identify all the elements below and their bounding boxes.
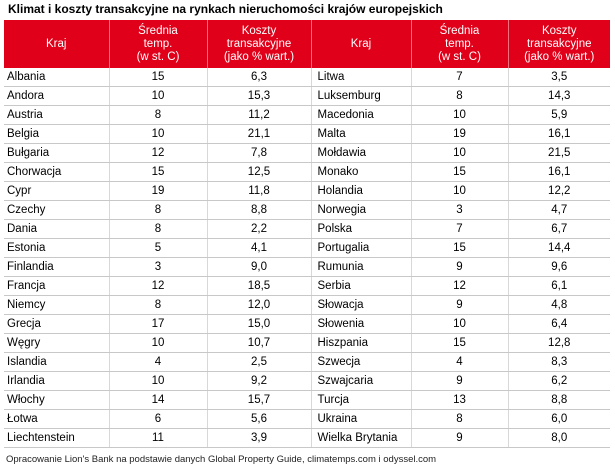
cell-country: Belgia [4,125,109,144]
cell-country: Szwajcaria [311,372,411,391]
cell-country: Turcja [311,391,411,410]
cell-country: Luksemburg [311,87,411,106]
cell-cost: 4,8 [508,296,610,315]
table-row [4,258,610,277]
cell-temperature: 10 [109,87,207,106]
cell-temperature: 10 [411,315,508,334]
cell-cost: 5,6 [207,410,311,429]
table-row [4,429,610,448]
table-body [4,68,610,448]
cell-country: Estonia [4,239,109,258]
table-row [4,277,610,296]
table-row [4,201,610,220]
cell-temperature: 12 [411,277,508,296]
cell-cost: 2,5 [207,353,311,372]
cell-country: Słowenia [311,315,411,334]
cell-temperature: 17 [109,315,207,334]
cell-cost: 6,1 [508,277,610,296]
cell-country: Szwecja [311,353,411,372]
table-header [4,20,610,68]
cell-country: Rumunia [311,258,411,277]
table-row [4,106,610,125]
cell-cost: 8,3 [508,353,610,372]
cell-cost: 12,0 [207,296,311,315]
table-row [4,372,610,391]
cell-temperature: 8 [109,220,207,239]
table-row [4,182,610,201]
cell-cost: 10,7 [207,334,311,353]
header-row [4,20,610,68]
cell-temperature: 12 [109,144,207,163]
cell-country: Cypr [4,182,109,201]
table-row [4,296,610,315]
table-row [4,87,610,106]
cell-country: Holandia [311,182,411,201]
cell-country: Norwegia [311,201,411,220]
cell-country: Albania [4,68,109,87]
cell-cost: 9,2 [207,372,311,391]
cell-temperature: 15 [109,68,207,87]
cell-country: Monako [311,163,411,182]
table-row [4,353,610,372]
cell-temperature: 19 [411,125,508,144]
cell-cost: 6,7 [508,220,610,239]
cell-temperature: 6 [109,410,207,429]
cell-temperature: 10 [109,372,207,391]
cell-temperature: 4 [109,353,207,372]
cell-temperature: 3 [109,258,207,277]
cell-cost: 7,8 [207,144,311,163]
cell-country: Wielka Brytania [311,429,411,448]
table-row [4,334,610,353]
cell-temperature: 15 [411,163,508,182]
table-row [4,410,610,429]
cell-temperature: 14 [109,391,207,410]
cell-cost: 9,6 [508,258,610,277]
cell-temperature: 13 [411,391,508,410]
cell-cost: 14,3 [508,87,610,106]
cell-cost: 18,5 [207,277,311,296]
cell-cost: 8,8 [207,201,311,220]
cell-cost: 15,0 [207,315,311,334]
cell-cost: 4,7 [508,201,610,220]
cell-temperature: 10 [109,125,207,144]
header-cost: Koszty transakcyjne (jako % wart.) [207,20,311,68]
cell-country: Chorwacja [4,163,109,182]
cell-cost: 8,0 [508,429,610,448]
cell-cost: 16,1 [508,125,610,144]
cell-cost: 6,0 [508,410,610,429]
cell-cost: 12,2 [508,182,610,201]
climate-costs-table [4,20,610,448]
cell-temperature: 19 [109,182,207,201]
table-row [4,239,610,258]
cell-cost: 4,1 [207,239,311,258]
cell-temperature: 3 [411,201,508,220]
cell-cost: 12,5 [207,163,311,182]
cell-country: Czechy [4,201,109,220]
cell-country: Włochy [4,391,109,410]
cell-temperature: 8 [109,106,207,125]
cell-cost: 6,3 [207,68,311,87]
cell-cost: 2,2 [207,220,311,239]
cell-cost: 8,8 [508,391,610,410]
cell-cost: 9,0 [207,258,311,277]
cell-temperature: 8 [411,410,508,429]
cell-temperature: 10 [411,182,508,201]
cell-country: Węgry [4,334,109,353]
cell-country: Litwa [311,68,411,87]
cell-cost: 14,4 [508,239,610,258]
cell-country: Andora [4,87,109,106]
cell-temperature: 10 [411,106,508,125]
cell-cost: 3,5 [508,68,610,87]
cell-cost: 15,7 [207,391,311,410]
table-row [4,68,610,87]
header-country: Kraj [4,20,109,68]
cell-cost: 6,2 [508,372,610,391]
cell-temperature: 4 [411,353,508,372]
cell-country: Niemcy [4,296,109,315]
cell-country: Malta [311,125,411,144]
cell-temperature: 15 [411,239,508,258]
cell-cost: 15,3 [207,87,311,106]
cell-temperature: 15 [411,334,508,353]
table-row [4,125,610,144]
cell-temperature: 10 [411,144,508,163]
header-country-2: Kraj [311,20,411,68]
cell-country: Liechtenstein [4,429,109,448]
table-row [4,220,610,239]
header-temp: Średnia temp. (w st. C) [109,20,207,68]
table-title: Klimat i koszty transakcyjne na rynkach nieruchomości krajów europejskich [8,2,443,16]
source-footnote: Opracowanie Lion's Bank na podstawie danych Global Property Guide, climatemps.com i odyssel.com [6,454,437,465]
cell-cost: 6,4 [508,315,610,334]
cell-cost: 12,8 [508,334,610,353]
cell-cost: 3,9 [207,429,311,448]
cell-cost: 5,9 [508,106,610,125]
cell-temperature: 9 [411,429,508,448]
cell-country: Dania [4,220,109,239]
cell-country: Francja [4,277,109,296]
cell-country: Macedonia [311,106,411,125]
cell-country: Słowacja [311,296,411,315]
header-cost-2: Koszty transakcyjne (jako % wart.) [508,20,610,68]
cell-country: Polska [311,220,411,239]
cell-temperature: 12 [109,277,207,296]
cell-country: Hiszpania [311,334,411,353]
cell-temperature: 7 [411,220,508,239]
header-temp-2: Średnia temp. (w st. C) [411,20,508,68]
table-row [4,163,610,182]
cell-country: Islandia [4,353,109,372]
cell-country: Ukraina [311,410,411,429]
cell-country: Austria [4,106,109,125]
cell-temperature: 7 [411,68,508,87]
cell-country: Bułgaria [4,144,109,163]
cell-temperature: 15 [109,163,207,182]
cell-cost: 16,1 [508,163,610,182]
cell-temperature: 9 [411,372,508,391]
cell-temperature: 8 [109,201,207,220]
cell-cost: 21,1 [207,125,311,144]
cell-cost: 11,8 [207,182,311,201]
cell-country: Portugalia [311,239,411,258]
table-row [4,144,610,163]
cell-country: Mołdawia [311,144,411,163]
cell-temperature: 10 [109,334,207,353]
cell-cost: 21,5 [508,144,610,163]
cell-temperature: 8 [411,87,508,106]
cell-country: Łotwa [4,410,109,429]
cell-country: Finlandia [4,258,109,277]
cell-temperature: 11 [109,429,207,448]
table-row [4,315,610,334]
cell-temperature: 5 [109,239,207,258]
cell-temperature: 8 [109,296,207,315]
cell-cost: 11,2 [207,106,311,125]
table-row [4,391,610,410]
cell-temperature: 9 [411,296,508,315]
cell-country: Grecja [4,315,109,334]
cell-country: Serbia [311,277,411,296]
cell-temperature: 9 [411,258,508,277]
cell-country: Irlandia [4,372,109,391]
